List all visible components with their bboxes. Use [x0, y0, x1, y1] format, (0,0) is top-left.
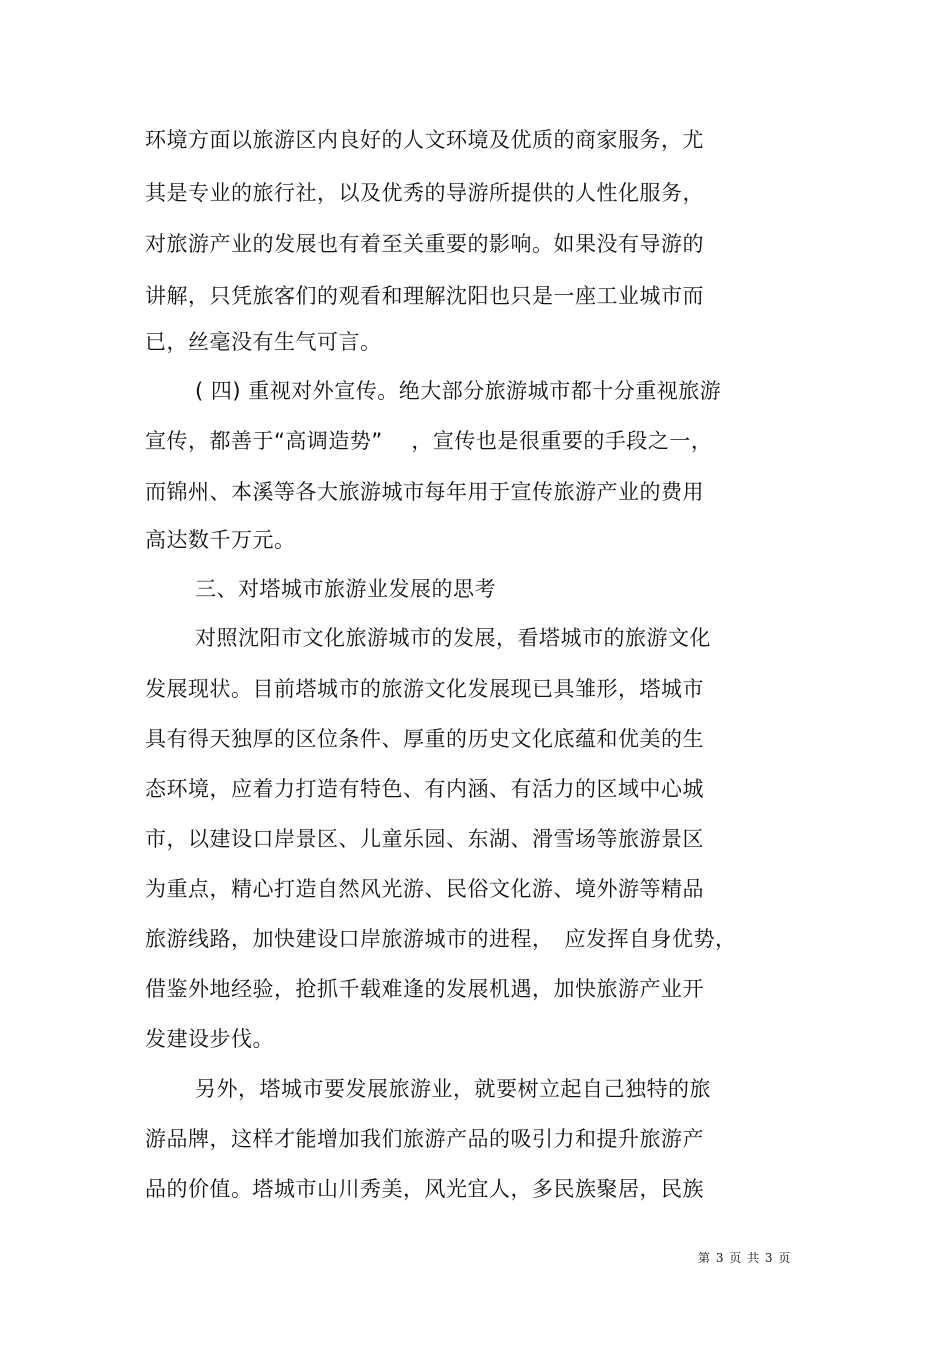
body-text-line: 市，以建设口岸景区、儿童乐园、东湖、滑雪场等旅游景区	[145, 827, 704, 851]
body-text-line: 而锦州、本溪等各大旅游城市每年用于宣传旅游产业的费用	[145, 480, 704, 504]
body-text-line: 发展现状。目前塔城市的旅游文化发展现已具雏形，塔城市	[145, 677, 704, 701]
body-text-line: 发建设步伐。	[145, 1027, 274, 1051]
body-text-line: 宣传，都善于“高调造势” ，宣传也是很重要的手段之一，	[145, 429, 713, 453]
section-heading: 三、对塔城市旅游业发展的思考	[195, 577, 496, 601]
body-text-line: 旅游线路，加快建设口岸旅游城市的进程， 应发挥自身优势，	[145, 927, 737, 951]
body-text-line: 另外，塔城市要发展旅游业，就要树立起自己独特的旅	[195, 1077, 711, 1101]
body-text-line: ( 四) 重视对外宣传。绝大部分旅游城市都十分重视旅游	[195, 379, 722, 403]
body-text-line: 为重点，精心打造自然风光游、民俗文化游、境外游等精品	[145, 877, 704, 901]
page-number-footer: 第 3 页 共 3 页	[698, 1251, 792, 1265]
body-text-line: 态环境，应着力打造有特色、有内涵、有活力的区域中心城	[145, 777, 704, 801]
body-text-line: 对照沈阳市文化旅游城市的发展，看塔城市的旅游文化	[195, 626, 711, 650]
body-text-line: 品的价值。塔城市山川秀美，风光宜人，多民族聚居，民族	[145, 1177, 704, 1201]
body-text-line: 已，丝毫没有生气可言。	[145, 330, 382, 354]
body-text-line: 高达数千万元。	[145, 528, 296, 552]
body-text-line: 其是专业的旅行社，以及优秀的导游所提供的人性化服务，	[145, 181, 704, 205]
body-text-line: 借鉴外地经验，抢抓千载难逢的发展机遇，加快旅游产业开	[145, 977, 704, 1001]
body-text-line: 游品牌，这样才能增加我们旅游产品的吸引力和提升旅游产	[145, 1127, 704, 1151]
body-text-line: 讲解，只凭旅客们的观看和理解沈阳也只是一座工业城市而	[145, 284, 704, 308]
body-text-line: 环境方面以旅游区内良好的人文环境及优质的商家服务，尤	[145, 128, 704, 152]
body-text-line: 对旅游产业的发展也有着至关重要的影响。如果没有导游的	[145, 232, 704, 256]
body-text-line: 具有得天独厚的区位条件、厚重的历史文化底蕴和优美的生	[145, 727, 704, 751]
